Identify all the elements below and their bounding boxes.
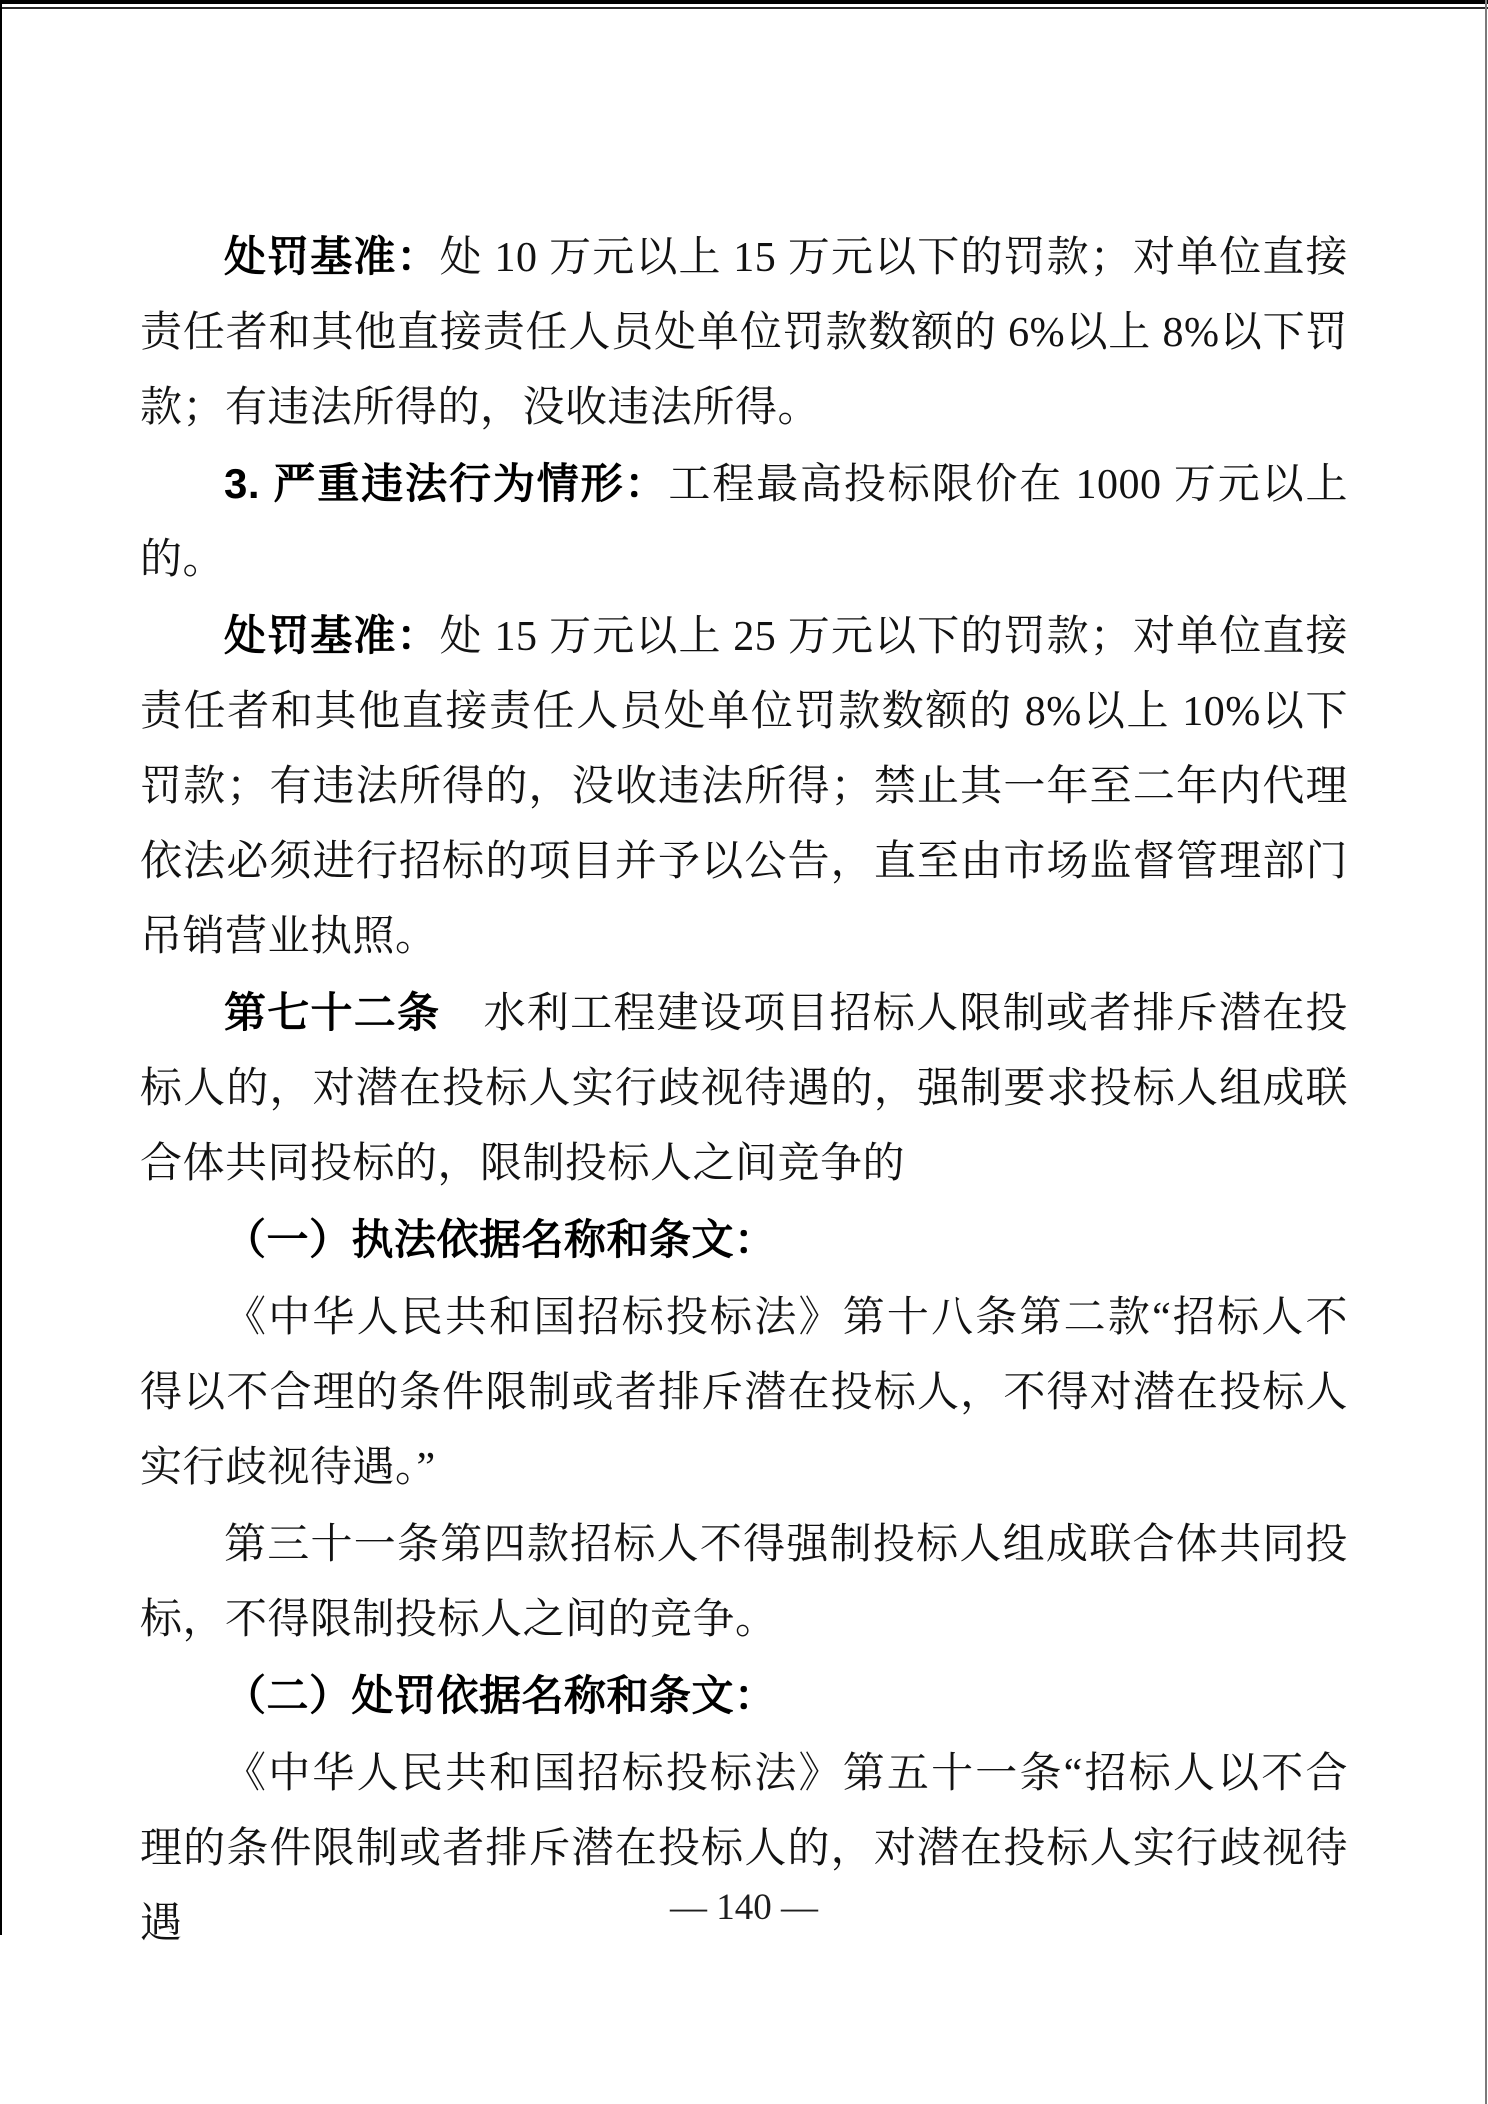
scan-left-edge-line bbox=[0, 0, 2, 1935]
paragraph-label: 第七十二条 bbox=[224, 989, 441, 1036]
paragraph-law-article-31 bbox=[140, 1506, 1348, 1658]
paragraph-text: 第三十一条第四款招标人不得强制投标人组成联合体共同投标，不得限制投标人之间的竞争。 bbox=[140, 1522, 1348, 1643]
paragraph-heading-penalty-basis bbox=[140, 1658, 1348, 1735]
scan-top-border bbox=[0, 0, 1488, 4]
paragraph-label: 3. 严重违法行为情形： bbox=[224, 460, 669, 507]
paragraph-penalty-benchmark-2 bbox=[140, 598, 1348, 975]
scan-top-thin-line bbox=[0, 7, 1488, 9]
paragraph-label: （二）处罚依据名称和条文： bbox=[224, 1672, 777, 1719]
scan-right-edge-line bbox=[1485, 0, 1487, 2104]
paragraph-label: （一）执法依据名称和条文： bbox=[224, 1216, 777, 1263]
paragraph-label: 处罚基准： bbox=[224, 233, 440, 280]
paragraph-heading-enforcement-basis bbox=[140, 1202, 1348, 1279]
paragraph-label: 处罚基准： bbox=[224, 612, 440, 659]
paragraph-article-72 bbox=[140, 975, 1348, 1202]
page-number: — 140 — bbox=[670, 1887, 818, 1928]
paragraph-severe-violation-case bbox=[140, 446, 1348, 598]
paragraph-text: 工程最高投标限价在 1000 万元以上的。 bbox=[140, 462, 1348, 583]
paragraph-text: 处 10 万元以上 15 万元以下的罚款；对单位直接责任者和其他直接责任人员处单位罚款数额的 6%以上 8%以下罚款；有违法所得的，没收违法所得。 bbox=[140, 235, 1348, 431]
paragraph-text: 《中华人民共和国招标投标法》第十八条第二款“招标人不得以不合理的条件限制或者排斥潜在投标人，不得对潜在投标人实行歧视待遇。” bbox=[140, 1295, 1348, 1491]
paragraph-law-article-18 bbox=[140, 1279, 1348, 1506]
paragraph-text: 水利工程建设项目招标人限制或者排斥潜在投标人的，对潜在投标人实行歧视待遇的，强制要求投标人组成联合体共同投标的，限制投标人之间竞争的 bbox=[140, 991, 1348, 1187]
paragraph-text: 《中华人民共和国招标投标法》第五十一条“招标人以不合理的条件限制或者排斥潜在投标人的，对潜在投标人实行歧视待遇 bbox=[140, 1751, 1348, 1947]
page-body-text bbox=[140, 219, 1348, 1962]
paragraph-text: 处 15 万元以上 25 万元以下的罚款；对单位直接责任者和其他直接责任人员处单位罚款数额的 8%以上 10%以下罚款；有违法所得的，没收违法所得；禁止其一年至二年内代理依法必须进行招标的项目并予以公告，直至由市场监督管理部门吊销营业执照。 bbox=[140, 614, 1348, 960]
paragraph-penalty-benchmark-1 bbox=[140, 219, 1348, 446]
